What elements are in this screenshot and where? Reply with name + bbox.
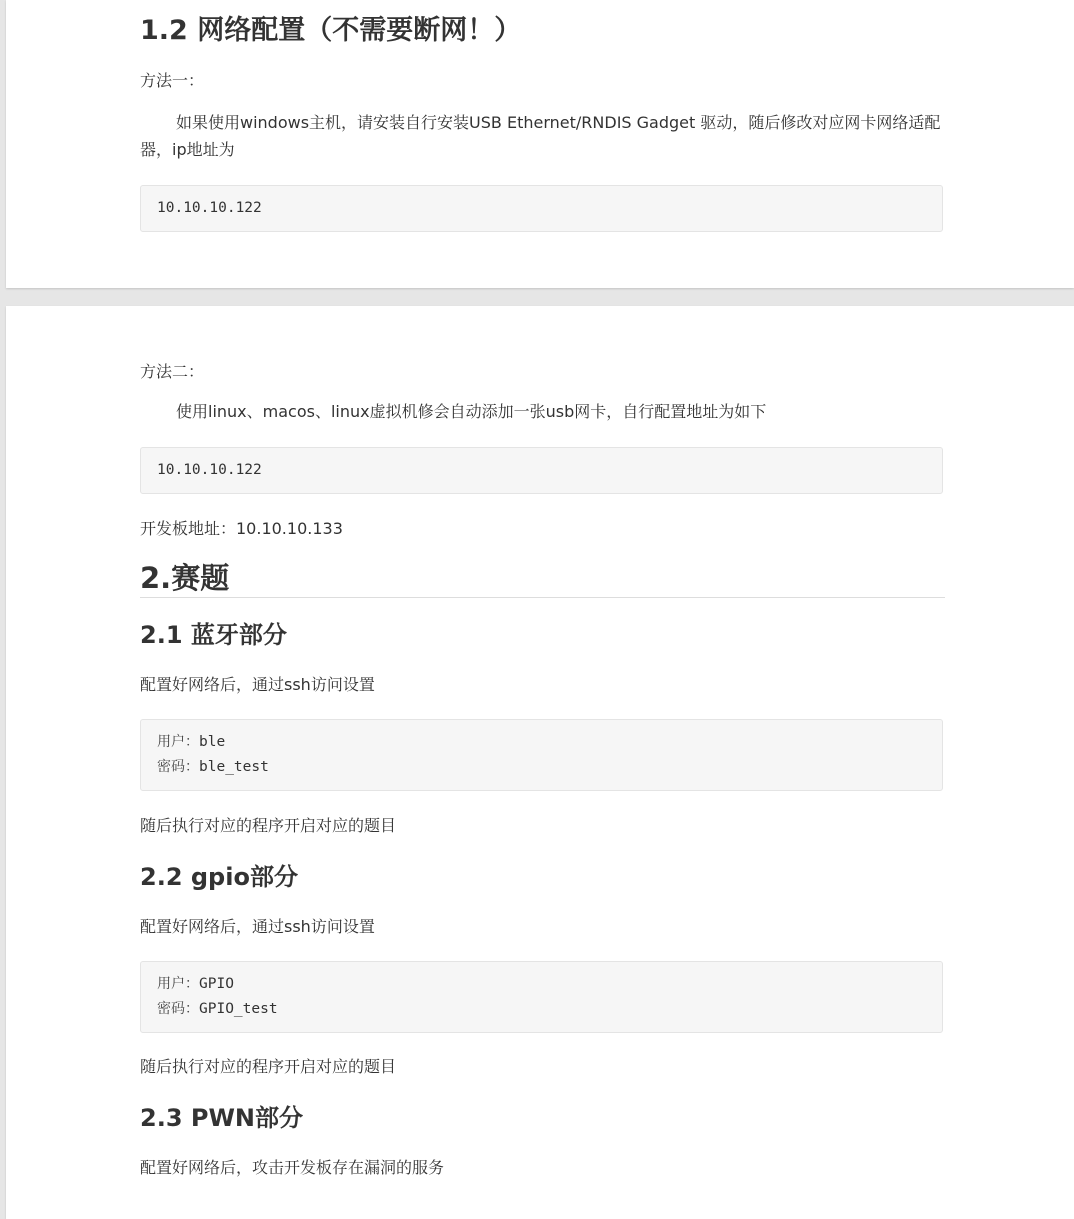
gpio-intro: 配置好网络后，通过ssh访问设置: [140, 917, 375, 936]
code-block-gpio-credentials: [140, 961, 943, 1033]
gpio-after: 随后执行对应的程序开启对应的题目: [140, 1057, 397, 1076]
user-label: 用户：: [157, 976, 199, 992]
heading-pwn: 2.3 PWN部分: [140, 1104, 304, 1132]
password-value: GPIO_test: [199, 1001, 278, 1017]
user-label: 用户：: [157, 734, 199, 750]
code-line-user: [157, 732, 225, 752]
code-block-bluetooth-credentials: [140, 719, 943, 791]
heading-bluetooth: 2.1 蓝牙部分: [140, 621, 287, 649]
user-value: GPIO: [199, 976, 234, 992]
password-label: 密码：: [157, 1001, 199, 1017]
heading-challenges: 2.赛题: [140, 561, 230, 595]
heading-network-config: 1.2 网络配置（不需要断网！）: [140, 15, 522, 46]
code-line-user: [157, 974, 234, 994]
pwn-intro: 配置好网络后，攻击开发板存在漏洞的服务: [140, 1158, 445, 1177]
password-label: 密码：: [157, 759, 199, 775]
code-line-password: [157, 757, 269, 777]
board-address: 开发板地址：10.10.10.133: [140, 519, 343, 538]
password-value: ble_test: [199, 759, 269, 775]
code-line-ip: 10.10.10.122: [157, 200, 262, 216]
heading-gpio: 2.2 gpio部分: [140, 863, 298, 891]
document-page-2: [6, 306, 1074, 1219]
bluetooth-intro: 配置好网络后，通过ssh访问设置: [140, 675, 375, 694]
bluetooth-after: 随后执行对应的程序开启对应的题目: [140, 816, 397, 835]
method2-label: 方法二：: [140, 362, 205, 381]
document-page-1: [6, 0, 1074, 288]
method1-paragraph: 如果使用windows主机，请安装自行安装USB Ethernet/RNDIS Gadget 驱动，随后修改对应网卡网络适配器，ip地址为: [140, 113, 941, 159]
code-line-ip: 10.10.10.122: [157, 462, 262, 478]
code-block-method2-ip: [140, 447, 943, 494]
user-value: ble: [199, 734, 226, 750]
heading-underline: [140, 597, 945, 598]
code-line-password: [157, 999, 278, 1019]
method2-paragraph: 使用linux、macos、linux虚拟机修会自动添加一张usb网卡，自行配置地址为如下: [176, 402, 767, 421]
method1-label: 方法一：: [140, 71, 205, 90]
code-block-method1-ip: [140, 185, 943, 232]
